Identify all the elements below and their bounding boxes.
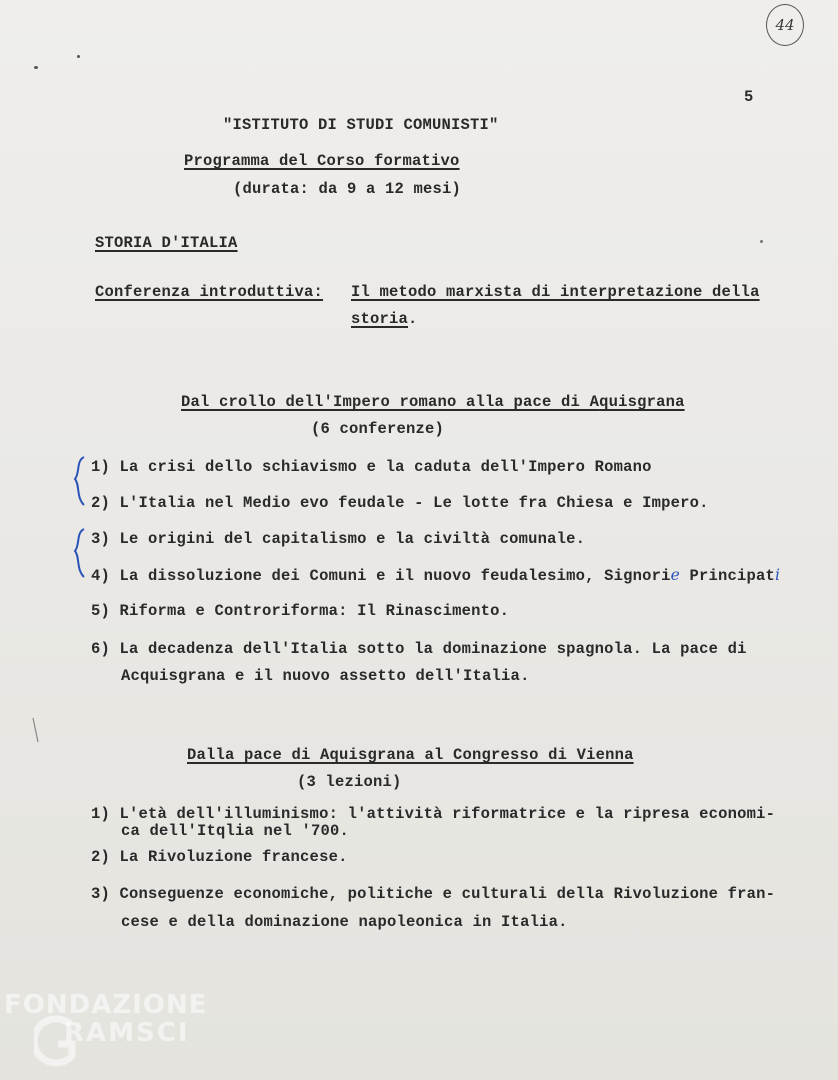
list-item bbox=[91, 640, 747, 658]
item-number: 6) bbox=[91, 640, 111, 658]
section1-title-part1: Dal crollo dell'Impero romano alla pace di A bbox=[181, 393, 600, 411]
item-text: Riforma e Controriforma: Il Rinascimento. bbox=[119, 602, 510, 620]
item-number: 3) bbox=[91, 530, 111, 548]
item-text: L'Italia nel Medio evo feudale - Le lotte fra Chiesa e Impero. bbox=[119, 494, 709, 512]
intro-topic-line1: Il metodo marxista di interpretazione della bbox=[351, 283, 760, 301]
ink-speck bbox=[77, 55, 80, 58]
section2-title bbox=[187, 746, 634, 764]
archive-number-circle bbox=[766, 4, 804, 46]
list-item bbox=[91, 885, 775, 903]
item-number: 2) bbox=[91, 848, 111, 866]
program-duration: (durata: da 9 a 12 mesi) bbox=[233, 180, 462, 198]
item-text: Conseguenze economiche, politiche e culturali della Rivoluzione fran- bbox=[119, 885, 776, 903]
section1-title bbox=[181, 393, 685, 411]
list-item bbox=[91, 566, 780, 585]
fondazione-gramsci-watermark bbox=[4, 990, 214, 1075]
subject-heading: STORIA D'ITALIA bbox=[95, 234, 238, 252]
section2-count: (3 lezioni) bbox=[297, 773, 402, 791]
item-number: 1) bbox=[91, 805, 111, 823]
item-number: 5) bbox=[91, 602, 111, 620]
handwritten-correction: e bbox=[670, 566, 680, 584]
section2-title-part1: Dalla pace di A bbox=[187, 746, 330, 764]
list-item-continuation: Acquisgrana e il nuovo assetto dell'Italia. bbox=[121, 667, 530, 685]
item-text: La crisi dello schiavismo e la caduta dell'Impero Romano bbox=[119, 458, 652, 476]
program-title: Programma del Corso formativo bbox=[184, 152, 460, 170]
item-text: L'età dell'illuminismo: l'attività riformatrice e la ripresa economi- bbox=[119, 805, 776, 823]
blue-bracket-marks bbox=[70, 455, 90, 585]
item-text: La decadenza dell'Italia sotto la dominazione spagnola. La pace di bbox=[119, 640, 747, 658]
ink-speck bbox=[760, 240, 763, 243]
watermark-line1: FONDAZIONE bbox=[4, 990, 208, 1020]
page-number: 5 bbox=[744, 88, 754, 106]
item-number: 4) bbox=[91, 567, 111, 585]
list-item bbox=[91, 530, 585, 548]
intro-topic-period: . bbox=[408, 310, 418, 328]
pencil-mark bbox=[30, 716, 42, 744]
item-text: La Rivoluzione francese. bbox=[119, 848, 348, 866]
handwritten-correction-end: i bbox=[775, 566, 781, 584]
list-item bbox=[91, 805, 775, 823]
list-item-continuation: cese e della dominazione napoleonica in Italia. bbox=[121, 913, 568, 931]
archive-number: 44 bbox=[775, 16, 795, 34]
section2-title-part2: quisgrana al Congresso di Vienna bbox=[329, 746, 634, 764]
section1-count: (6 conferenze) bbox=[311, 420, 445, 438]
intro-topic-word: storia bbox=[351, 310, 409, 328]
institute-title: "ISTITUTO DI STUDI COMUNISTI" bbox=[223, 116, 499, 134]
list-item bbox=[91, 848, 348, 866]
list-item bbox=[91, 458, 652, 476]
item-text: Le origini del capitalismo e la civiltà comunale. bbox=[119, 530, 586, 548]
intro-label: Conferenza introduttiva: bbox=[95, 283, 324, 301]
watermark-line2: RAMSCI bbox=[64, 1018, 190, 1048]
ink-speck bbox=[34, 66, 38, 69]
list-item bbox=[91, 494, 709, 512]
section1-title-part2: quisgrana bbox=[599, 393, 685, 411]
list-item bbox=[91, 602, 509, 620]
item-number: 3) bbox=[91, 885, 111, 903]
list-item-continuation: ca dell'Itqlia nel '700. bbox=[121, 822, 350, 840]
item-text: La dissoluzione dei Comuni e il nuovo feudalesimo, Signori bbox=[119, 567, 671, 585]
item-number: 2) bbox=[91, 494, 111, 512]
item-text-end: Principat bbox=[680, 567, 776, 585]
item-number: 1) bbox=[91, 458, 111, 476]
intro-topic-line2 bbox=[351, 310, 418, 328]
